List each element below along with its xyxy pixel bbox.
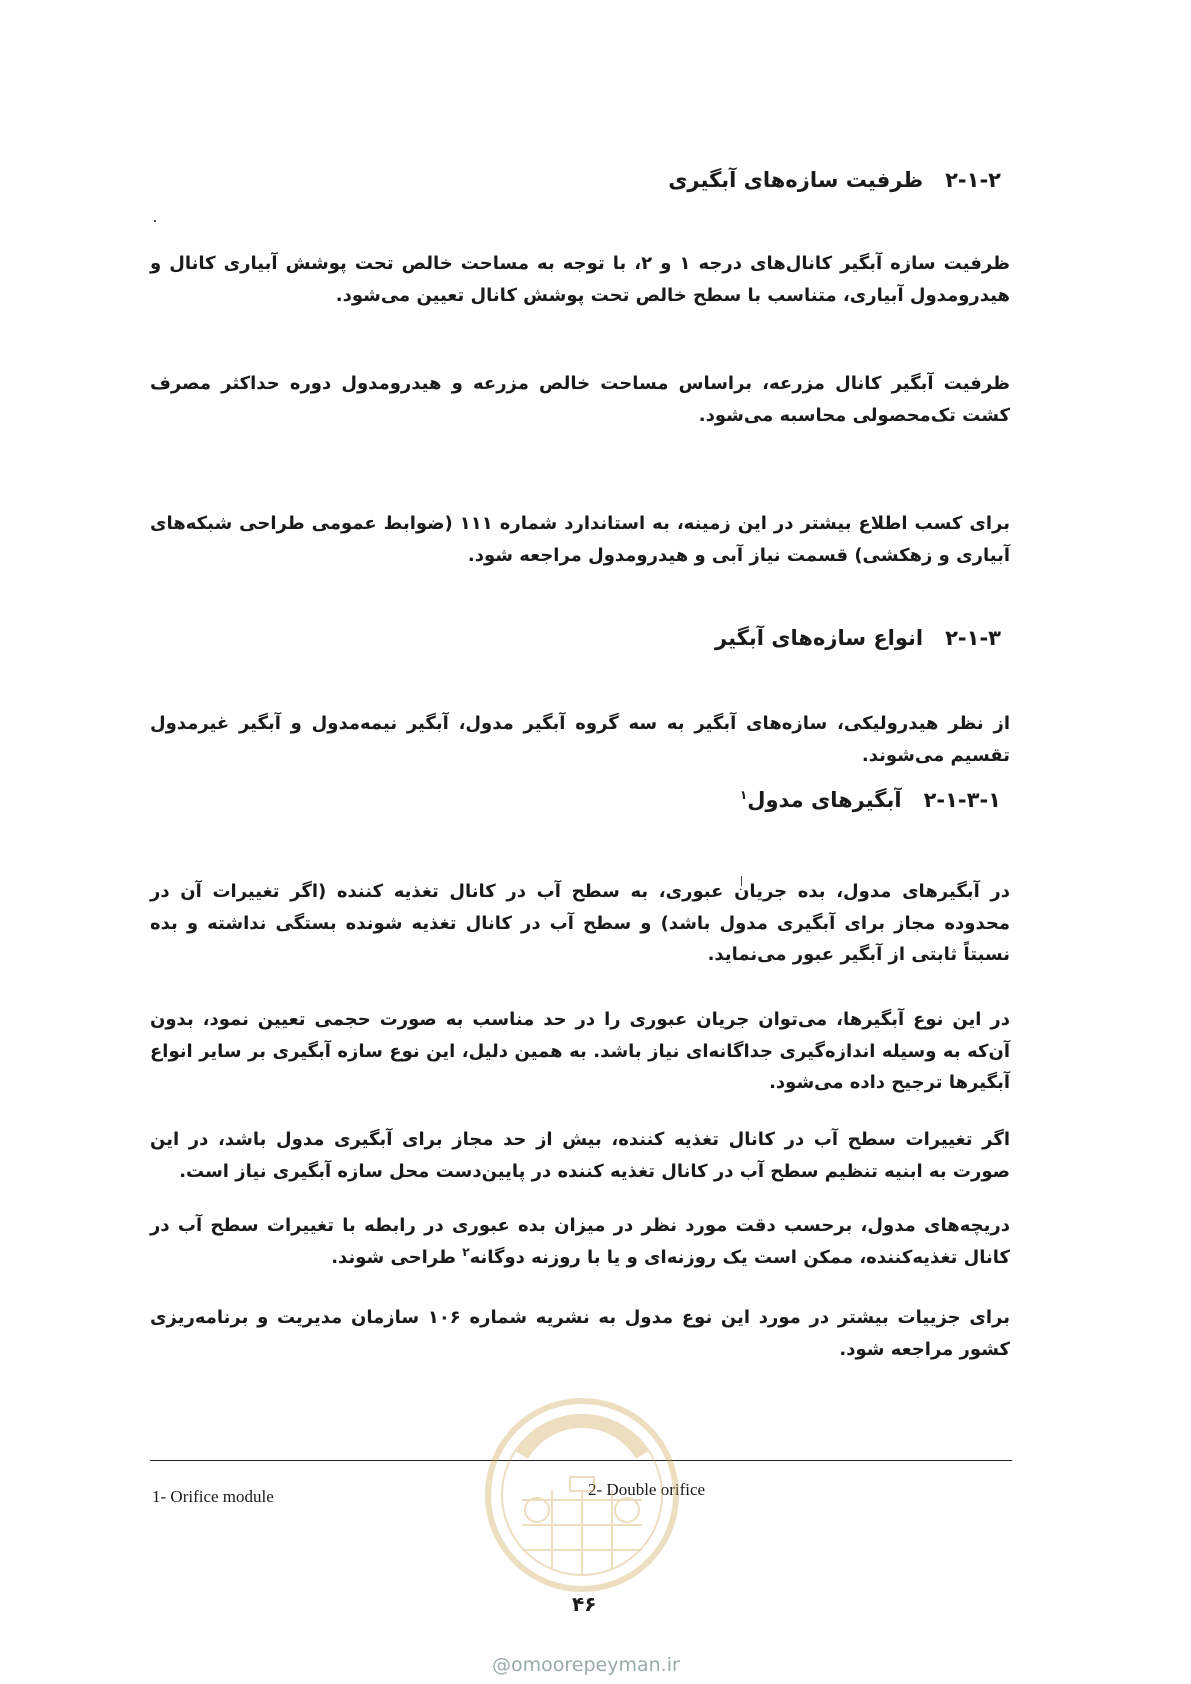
section-number: ۲-۱-۲	[945, 168, 1001, 192]
paragraph-standard-reference: برای کسب اطلاع بیشتر در این زمینه، به استاندارد شماره ۱۱۱ (ضوابط عمومی طراحی شبکه‌های آبیاری و زهکشی) قسمت نیاز آبی و هیدرومدول مراجعه شود.	[150, 513, 1010, 566]
section-number: ۲-۱-۳	[945, 626, 1001, 650]
footnote-marker: ۱	[739, 788, 748, 802]
paragraph-capacity-canals: ظرفیت سازه آبگیر کانال‌های درجه ۱ و ۲، با توجه به مساحت خالص تحت پوشش آبیاری کانال و هیدرومدول آبیاری، متناسب با سطح خالص تحت پوشش کانال تعیین می‌شود.	[150, 253, 1011, 306]
paragraph-farm-intake: ظرفیت آبگیر کانال مزرعه، براساس مساحت خالص مزرعه و هیدرومدول دوره حداکثر مصرف کشت تک‌محصولی محاسبه می‌شود.	[150, 373, 1010, 426]
paragraph-text: دریچه‌های مدول، برحسب دقت مورد نظر در میزان بده عبوری در رابطه با تغییرات سطح آب در کانال تغذیه‌کننده، ممکن است یک روزنه‌ای و یا با روزنه دوگانه	[150, 1215, 1010, 1268]
paragraph-volumetric: در این نوع آبگیرها، می‌توان جریان عبوری را در حد مناسب به صورت حجمی تعیین نمود، بدون آن‌که به وسیله اندازه‌گیری جداگانه‌ای نیاز باشد. به همین دلیل، این نوع سازه آبگیری بر سایر انواع آبگیرها ترجیح داده می‌شود.	[150, 1009, 1010, 1093]
page-number: ۴۶	[572, 1592, 597, 1616]
section-heading-capacity	[668, 168, 1001, 192]
paragraph-text-end: طراحی شوند.	[331, 1246, 463, 1268]
paragraph-module-definition: در آبگیرهای مدول، بده جریان عبوری، به سطح آب در کانال تغذیه کننده (اگر تغییرات آن در محدوده مجاز برای آبگیری مدول باشد) و سطح آب در کانال تغذیه شونده بستگی نداشته و بده نسبتاً ثابتی از آبگیر عبور می‌نماید.	[150, 881, 1010, 965]
footnote-1: 1- Orifice module	[152, 1487, 274, 1506]
watermark-site: @omoorepeyman.ir	[492, 1654, 680, 1676]
section-heading-types	[715, 626, 1001, 650]
section-title: آبگیرهای مدول	[747, 788, 902, 812]
footnote-2: 2- Double orifice	[588, 1480, 706, 1499]
paragraph-hydraulic-groups: از نظر هیدرولیکی، سازه‌های آبگیر به سه گروه آبگیر مدول، آبگیر نیمه‌مدول و آبگیر غیرمدول تقسیم می‌شوند.	[150, 713, 1010, 766]
section-heading-modules	[740, 788, 1001, 812]
section-title: ظرفیت سازه‌های آبگیری	[668, 168, 924, 192]
scan-speck	[154, 220, 156, 222]
paragraph-module-gates	[150, 1210, 1010, 1273]
paragraph-publication-reference: برای جزییات بیشتر در مورد این نوع مدول به نشریه شماره ۱۰۶ سازمان مدیریت و برنامه‌ریزی کشور مراجعه شود.	[150, 1307, 1010, 1360]
paragraph-water-level: اگر تغییرات سطح آب در کانال تغذیه کننده، بیش از حد مجاز برای آبگیری مدول باشد، در این صورت به ابنیه تنظیم سطح آب در کانال تغذیه کننده در پایین‌دست محل سازه آبگیری نیاز است.	[150, 1129, 1010, 1182]
section-title: انواع سازه‌های آبگیر	[715, 626, 924, 650]
footnote-marker: ۲	[462, 1244, 470, 1259]
watermark-logo-icon	[482, 1395, 682, 1595]
section-number: ۲-۱-۳-۱	[923, 788, 1001, 812]
